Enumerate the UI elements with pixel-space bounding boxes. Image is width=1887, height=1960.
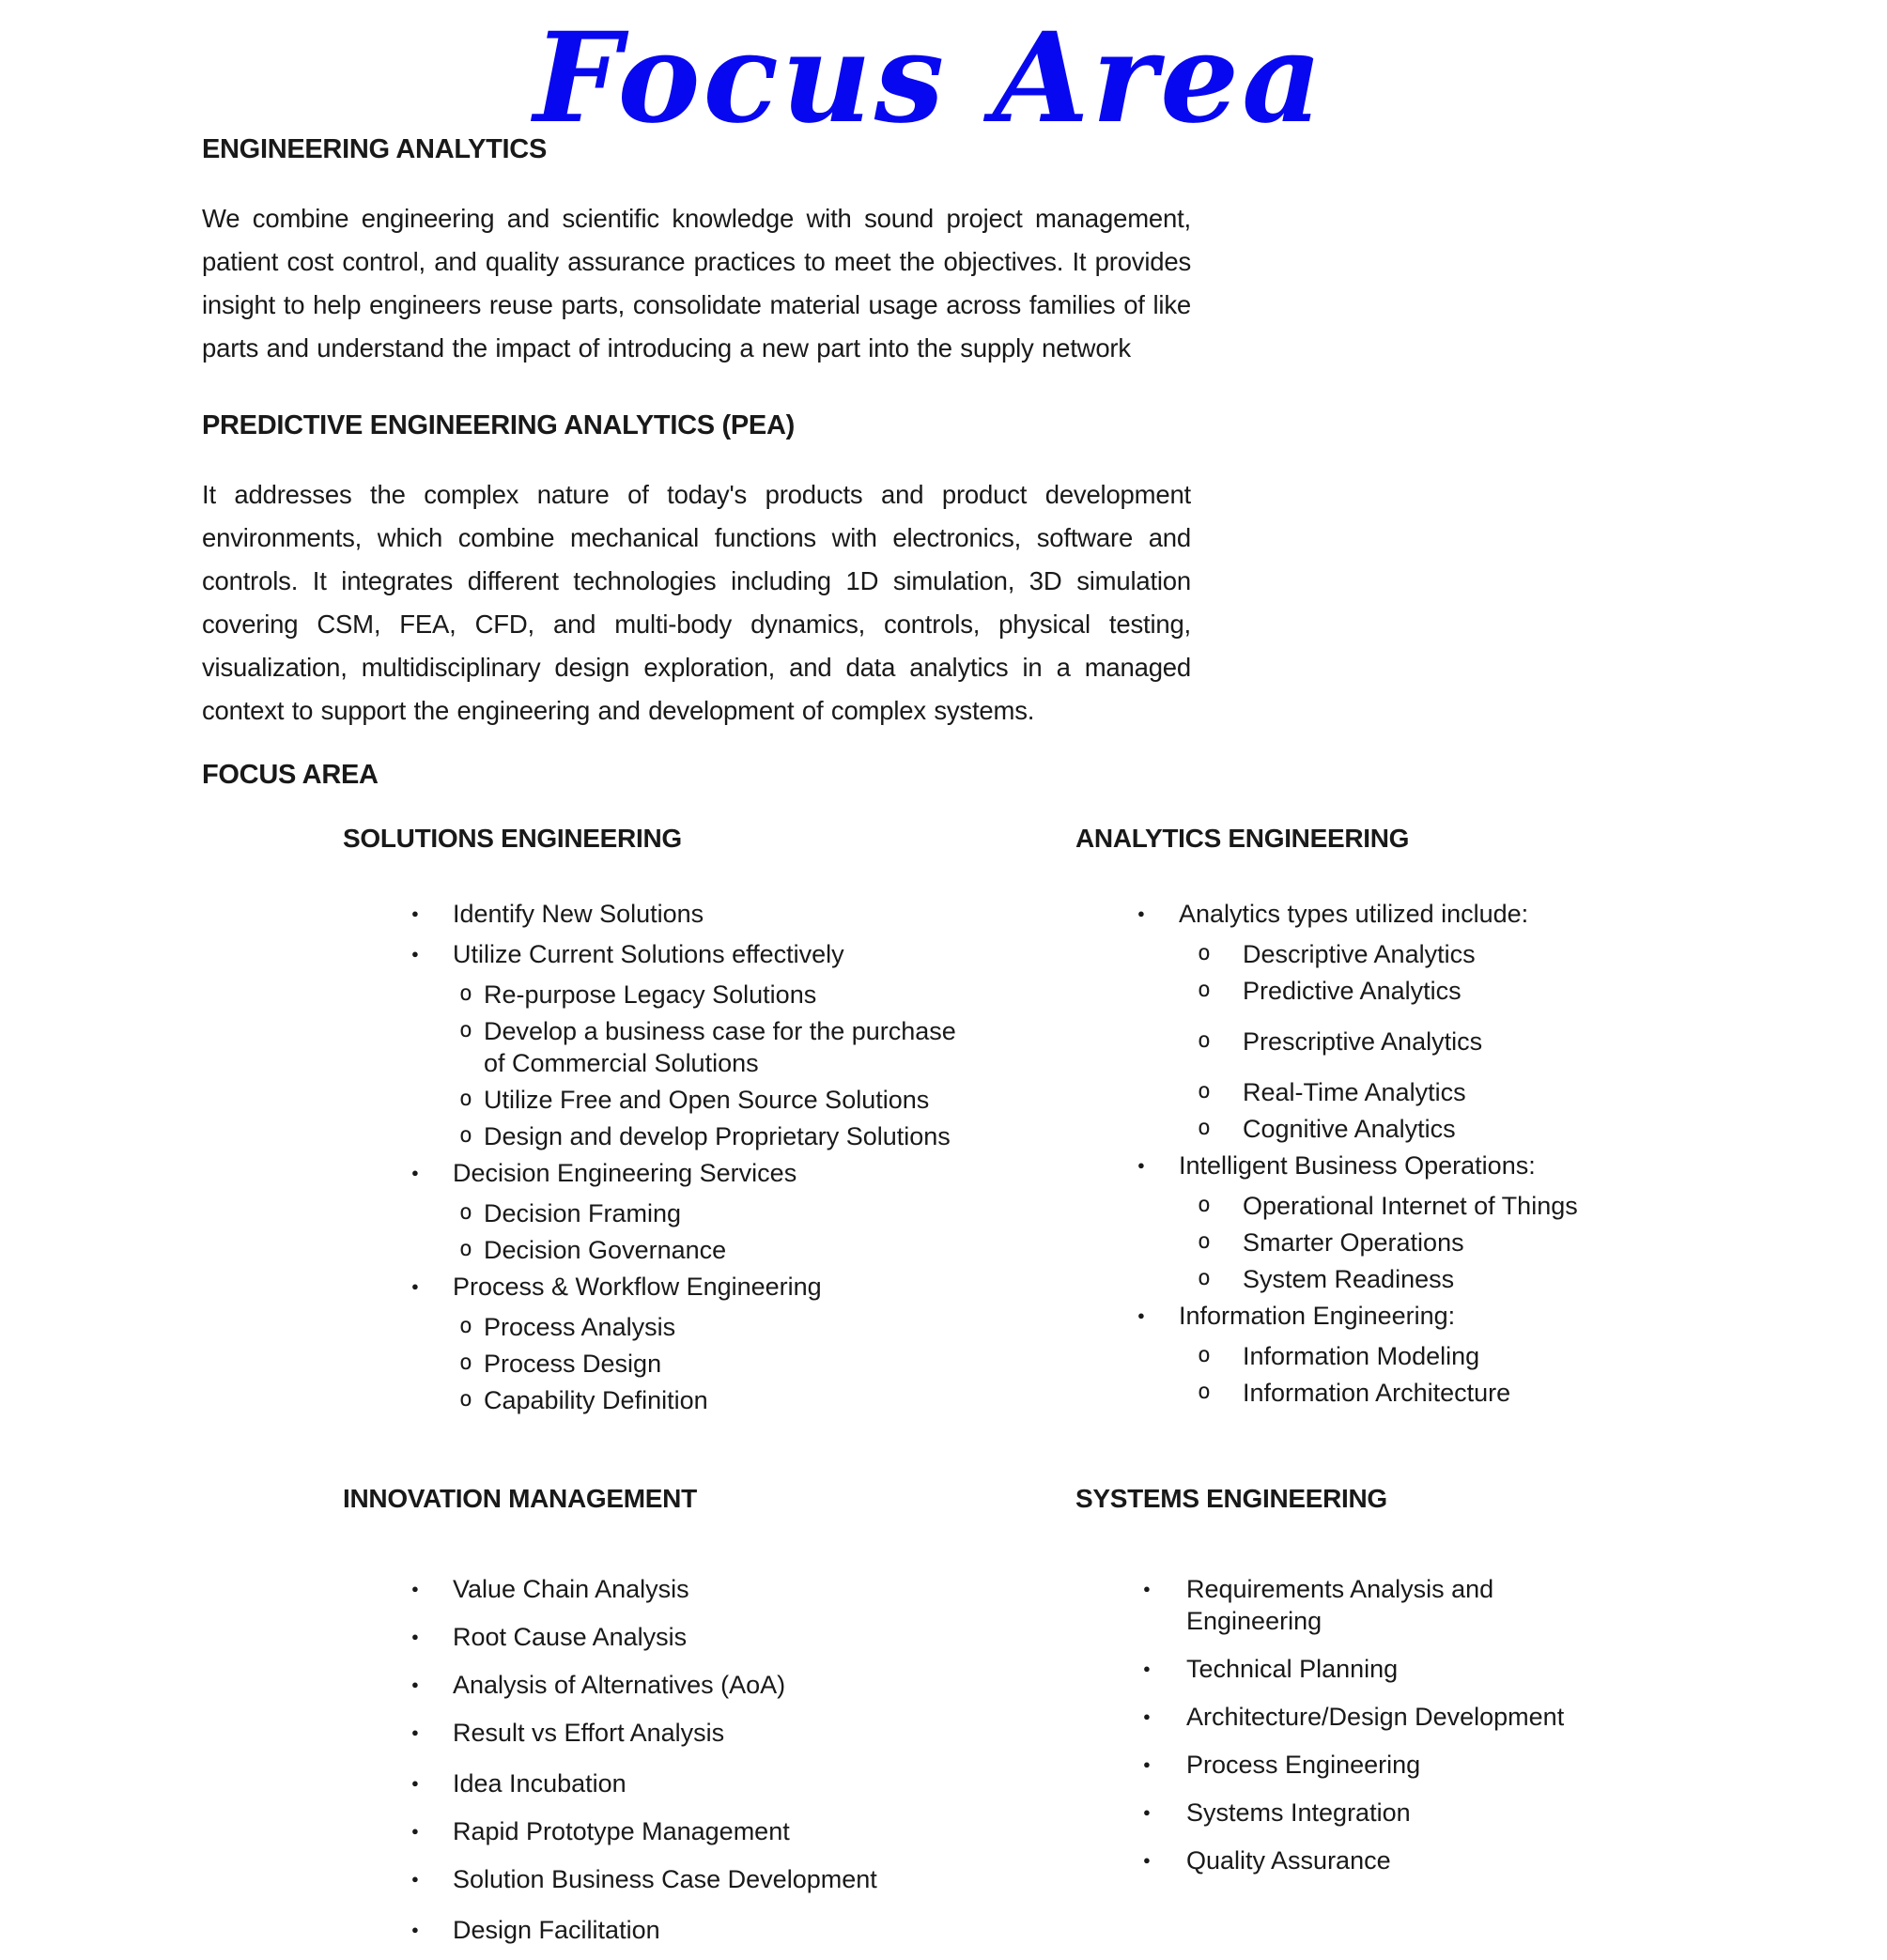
sub-list-item [202, 1384, 1075, 1416]
list-item [202, 938, 1075, 970]
column-heading-systems-engineering: SYSTEMS ENGINEERING [1075, 1484, 1387, 1513]
list-item-label: Information Engineering: [1179, 1302, 1456, 1330]
list-item-label: Utilize Free and Open Source Solutions [484, 1086, 930, 1114]
bullet-circle-icon: o [459, 1387, 472, 1412]
list-item [202, 1573, 1075, 1605]
sub-list-item [1075, 938, 1742, 970]
bullet-dot-icon: ● [411, 1872, 419, 1886]
list-item [202, 1767, 1075, 1799]
sub-list-item [202, 1234, 1075, 1266]
list-item-label: Utilize Current Solutions effectively [453, 940, 844, 968]
bullet-circle-icon: o [1198, 1079, 1211, 1103]
sub-list-item [202, 1197, 1075, 1229]
bullet-dot-icon: ● [1143, 1661, 1151, 1675]
sub-list-item [202, 1015, 1075, 1079]
bullet-dot-icon: ● [411, 1279, 419, 1293]
sub-list-item [1075, 1377, 1742, 1409]
list-item [202, 1669, 1075, 1701]
bullet-circle-icon: o [1198, 1193, 1211, 1217]
sub-list-item [1075, 1263, 1742, 1295]
bullet-circle-icon: o [1198, 1116, 1211, 1140]
sub-list-item [202, 1311, 1075, 1343]
list-item-label: Design Facilitation [453, 1916, 660, 1944]
list-item-label: Requirements Analysis and [1186, 1575, 1494, 1603]
sub-list-item [1075, 1190, 1742, 1222]
column-systems-engineering [1075, 1483, 1742, 1960]
bullet-dot-icon: ● [411, 1677, 419, 1691]
bullet-dot-icon: ● [1143, 1757, 1151, 1771]
bullet-dot-icon: ● [411, 1725, 419, 1739]
bullet-circle-icon: o [459, 1314, 472, 1338]
list-item-label: Architecture/Design Development [1186, 1703, 1565, 1731]
bullet-circle-icon: o [459, 1237, 472, 1261]
bullet-circle-icon: o [1198, 978, 1211, 1002]
document-body [202, 133, 1742, 1960]
bullet-dot-icon: ● [411, 1629, 419, 1644]
list-item-label: Process Analysis [484, 1313, 676, 1341]
innovation-management-list [202, 1573, 1075, 1946]
paragraph-engineering-analytics: We combine engineering and scientific knowledge with sound project management, patient cost control, and quality assurance practices to meet the objectives. It provides insight to help engineers reuse parts, consolidate material usage across families of like parts and understand the impact of introducing a new part into the supply network [202, 204, 1191, 363]
column-heading-solutions-engineering: SOLUTIONS ENGINEERING [343, 824, 682, 853]
focus-area-grid [202, 823, 1742, 1960]
list-item-label: Analysis of Alternatives (AoA) [453, 1671, 786, 1699]
list-item [1075, 1749, 1742, 1781]
list-item-label: Prescriptive Analytics [1243, 1027, 1483, 1056]
list-item [1075, 1150, 1742, 1181]
list-item-label: Solution Business Case Development [453, 1865, 877, 1893]
list-item [202, 1271, 1075, 1303]
list-item-label-line2: of Commercial Solutions [484, 1049, 759, 1077]
list-item-label: Process Design [484, 1350, 662, 1378]
list-item-label: Predictive Analytics [1243, 977, 1462, 1005]
list-item-label: Re-purpose Legacy Solutions [484, 980, 817, 1009]
bullet-dot-icon: ● [1143, 1853, 1151, 1867]
list-item-label: Decision Engineering Services [453, 1159, 797, 1187]
bullet-circle-icon: o [1198, 1380, 1211, 1404]
list-item-label: Idea Incubation [453, 1769, 626, 1798]
bullet-circle-icon: o [1198, 941, 1211, 965]
list-item-label: Capability Definition [484, 1386, 708, 1414]
sub-list-item [202, 1120, 1075, 1152]
sub-list-item [1075, 1026, 1742, 1057]
bullet-circle-icon: o [1198, 1343, 1211, 1367]
list-item-label: Smarter Operations [1243, 1228, 1464, 1257]
sub-list-item [1075, 1227, 1742, 1258]
section-heading-pea: PREDICTIVE ENGINEERING ANALYTICS (PEA) [202, 410, 795, 440]
list-item [202, 1914, 1075, 1946]
list-item [1075, 1701, 1742, 1733]
list-item [202, 898, 1075, 930]
sub-list-item [202, 1084, 1075, 1116]
section-heading-engineering-analytics: ENGINEERING ANALYTICS [202, 134, 547, 164]
bullet-circle-icon: o [1198, 1229, 1211, 1254]
list-item-label: Descriptive Analytics [1243, 940, 1476, 968]
bullet-dot-icon: ● [411, 1582, 419, 1596]
list-item-label: Real-Time Analytics [1243, 1078, 1466, 1106]
list-item-label: Value Chain Analysis [453, 1575, 689, 1603]
list-item [202, 1157, 1075, 1189]
list-item-label: Information Architecture [1243, 1379, 1511, 1407]
bullet-dot-icon: ● [411, 1922, 419, 1937]
bullet-dot-icon: ● [411, 906, 419, 920]
analytics-engineering-list [1075, 898, 1742, 1409]
bullet-circle-icon: o [1198, 1266, 1211, 1290]
column-heading-innovation-management: INNOVATION MANAGEMENT [343, 1484, 697, 1513]
list-item-label-line2: Engineering [1186, 1607, 1322, 1635]
column-analytics-engineering [1075, 823, 1742, 1421]
paragraph-pea: It addresses the complex nature of today's products and product development environments, which combine mechanical functions with electronics, software and controls. It integrates different technologies including 1D simulation, 3D simulation covering CSM, FEA, CFD, and multi-body dynamics, controls, physical testing, visualization, multidisciplinary design exploration, and data analytics in a managed context to support the engineering and development of complex systems. [202, 480, 1191, 725]
list-item-label: Result vs Effort Analysis [453, 1719, 725, 1747]
column-innovation-management [202, 1483, 1075, 1960]
column-solutions-engineering [202, 823, 1075, 1421]
bullet-dot-icon: ● [1137, 906, 1145, 920]
list-item-label: Design and develop Proprietary Solutions [484, 1122, 951, 1150]
script-title: Focus Area [534, 6, 1325, 151]
bullet-dot-icon: ● [411, 1165, 419, 1180]
list-item [202, 1815, 1075, 1847]
list-item [1075, 1653, 1742, 1685]
list-item-label: Cognitive Analytics [1243, 1115, 1456, 1143]
list-item-label: Identify New Solutions [453, 900, 704, 928]
sub-list-item [1075, 1076, 1742, 1108]
sub-list-item [1075, 975, 1742, 1007]
column-heading-analytics-engineering: ANALYTICS ENGINEERING [1075, 824, 1410, 853]
list-item-label: Root Cause Analysis [453, 1623, 688, 1651]
bullet-circle-icon: o [459, 1087, 472, 1111]
bullet-circle-icon: o [459, 1200, 472, 1225]
sub-list-item [202, 979, 1075, 1011]
list-item [1075, 1797, 1742, 1829]
list-item [1075, 1573, 1742, 1637]
list-item-label: Decision Framing [484, 1199, 682, 1227]
list-item [1075, 1300, 1742, 1332]
list-item-label: Operational Internet of Things [1243, 1192, 1578, 1220]
section-heading-focus-area: FOCUS AREA [202, 760, 379, 790]
list-item [202, 1717, 1075, 1749]
sub-list-item [202, 1348, 1075, 1380]
list-item-label: Process Engineering [1186, 1751, 1421, 1779]
bullet-dot-icon: ● [1143, 1805, 1151, 1819]
list-item [202, 1863, 1075, 1895]
bullet-dot-icon: ● [411, 947, 419, 961]
bullet-circle-icon: o [459, 1350, 472, 1375]
list-item [1075, 898, 1742, 930]
list-item-label: Quality Assurance [1186, 1846, 1391, 1875]
bullet-circle-icon: o [459, 1018, 472, 1042]
list-item-label: Analytics types utilized include: [1179, 900, 1529, 928]
list-item-label: Process & Workflow Engineering [453, 1273, 822, 1301]
sub-list-item [1075, 1113, 1742, 1145]
list-item [1075, 1844, 1742, 1876]
bullet-dot-icon: ● [411, 1776, 419, 1790]
bullet-dot-icon: ● [1137, 1308, 1145, 1322]
bullet-circle-icon: o [459, 981, 472, 1006]
bullet-circle-icon: o [459, 1123, 472, 1148]
bullet-dot-icon: ● [1137, 1158, 1145, 1172]
bullet-dot-icon: ● [1143, 1709, 1151, 1723]
list-item-label: Rapid Prototype Management [453, 1817, 790, 1845]
solutions-engineering-list [202, 898, 1075, 1416]
list-item-label: Intelligent Business Operations: [1179, 1151, 1536, 1180]
list-item-label: Decision Governance [484, 1236, 727, 1264]
list-item-label: System Readiness [1243, 1265, 1455, 1293]
list-item-label: Information Modeling [1243, 1342, 1480, 1370]
bullet-circle-icon: o [1198, 1028, 1211, 1053]
list-item-label: Develop a business case for the purchase [484, 1017, 956, 1045]
list-item-label: Systems Integration [1186, 1798, 1411, 1827]
list-item-label: Technical Planning [1186, 1655, 1399, 1683]
systems-engineering-list [1075, 1573, 1742, 1876]
list-item [202, 1621, 1075, 1653]
bullet-dot-icon: ● [411, 1824, 419, 1838]
bullet-dot-icon: ● [1143, 1582, 1151, 1596]
sub-list-item [1075, 1340, 1742, 1372]
